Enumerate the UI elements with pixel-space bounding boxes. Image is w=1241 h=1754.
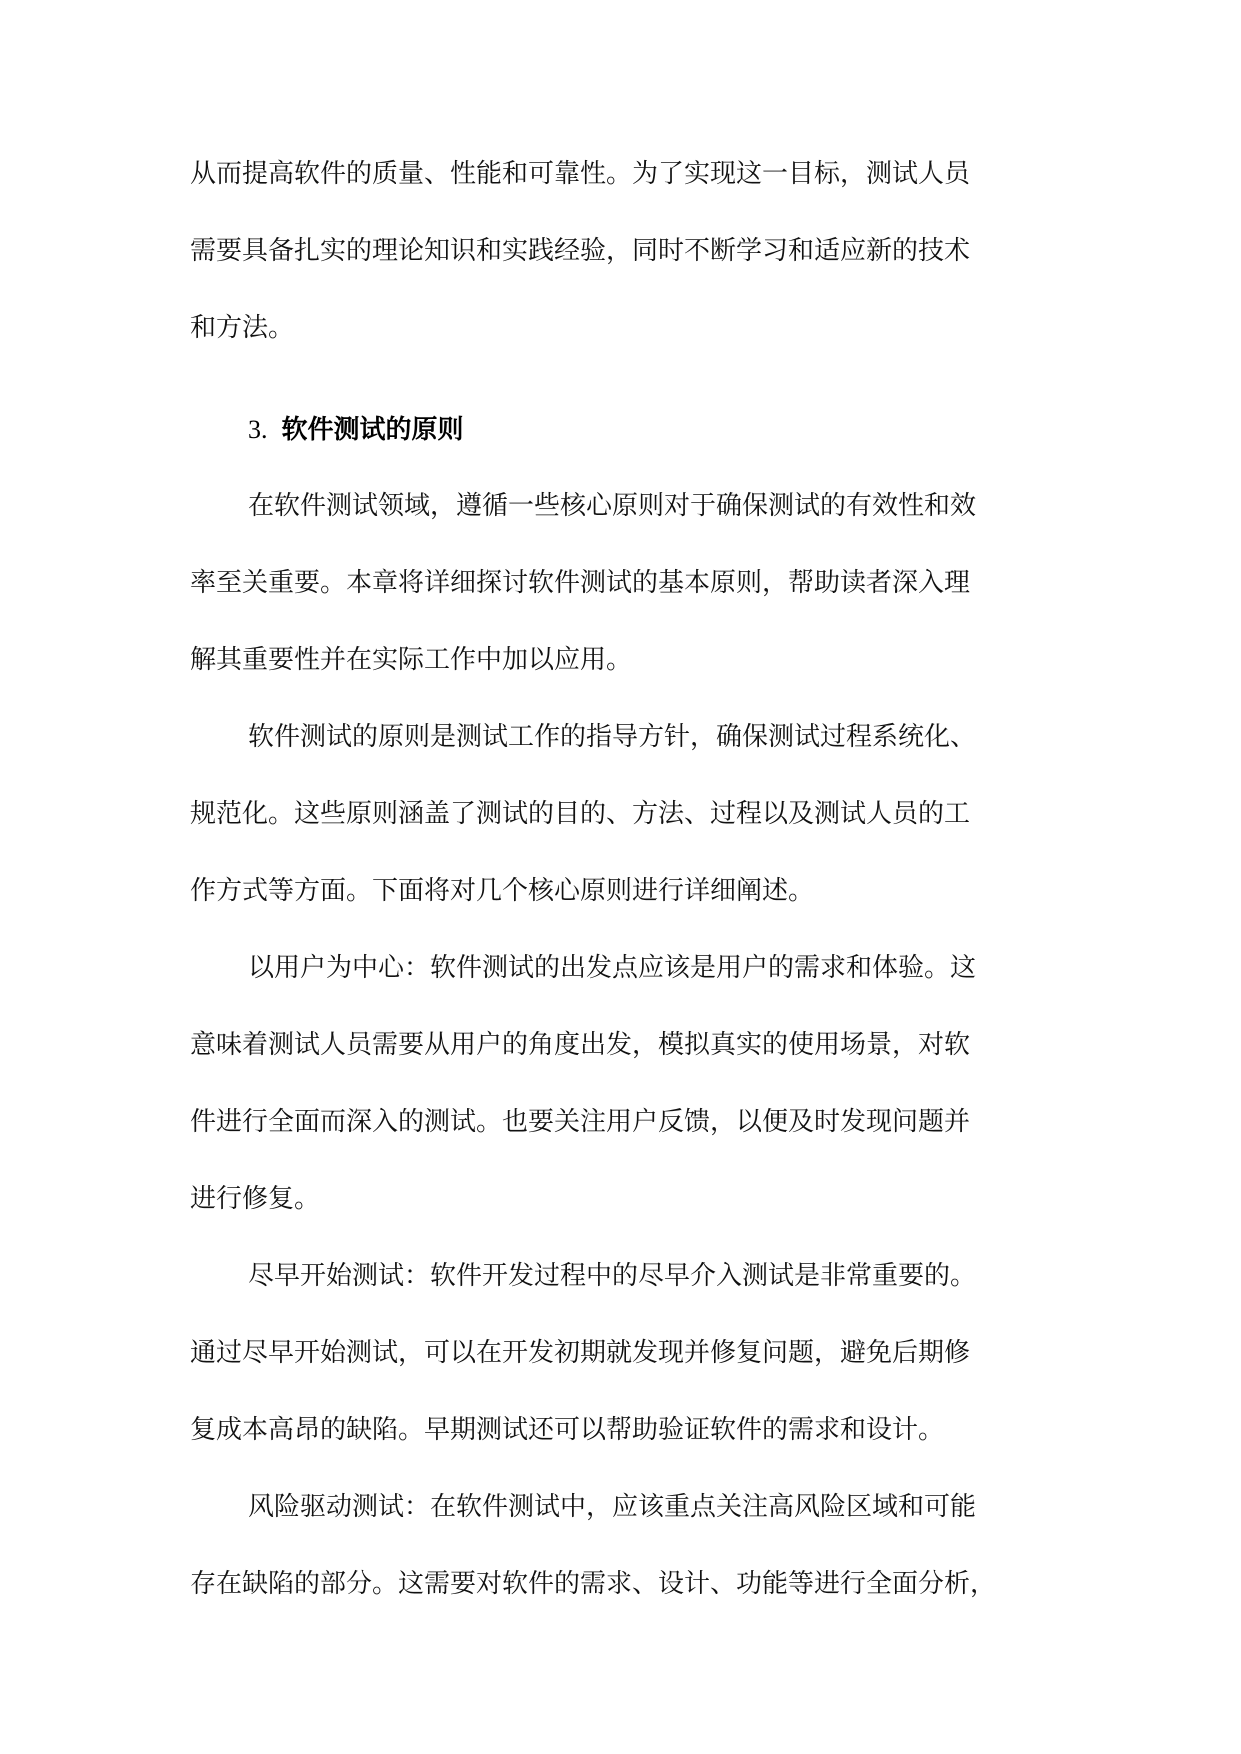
- section-title: 软件测试的原则: [281, 415, 464, 445]
- paragraph-2-line-2: 规范化。这些原则涵盖了测试的目的、方法、过程以及测试人员的工: [190, 799, 971, 829]
- paragraph-1-line-1: 在软件测试领域，遵循一些核心原则对于确保测试的有效性和效: [248, 491, 977, 521]
- intro-line-2: 需要具备扎实的理论知识和实践经验，同时不断学习和适应新的技术: [190, 236, 971, 266]
- paragraph-3-line-3: 件进行全面而深入的测试。也要关注用户反馈，以便及时发现问题并: [190, 1107, 971, 1137]
- paragraph-5-line-2: 存在缺陷的部分。这需要对软件的需求、设计、功能等进行全面分析，: [190, 1569, 997, 1599]
- paragraph-3-line-4: 进行修复。: [190, 1184, 321, 1214]
- paragraph-1-line-2: 率至关重要。本章将详细探讨软件测试的基本原则，帮助读者深入理: [190, 568, 971, 598]
- paragraph-4-line-2: 通过尽早开始测试，可以在开发初期就发现并修复问题，避免后期修: [190, 1338, 971, 1368]
- paragraph-1-line-3: 解其重要性并在实际工作中加以应用。: [190, 645, 633, 675]
- paragraph-3-line-2: 意味着测试人员需要从用户的角度出发，模拟真实的使用场景，对软: [190, 1030, 971, 1060]
- section-heading: [248, 410, 464, 450]
- intro-line-3: 和方法。: [190, 313, 295, 343]
- paragraph-4-line-3: 复成本高昂的缺陷。早期测试还可以帮助验证软件的需求和设计。: [190, 1415, 945, 1445]
- intro-line-1: 从而提高软件的质量、性能和可靠性。为了实现这一目标，测试人员: [190, 159, 971, 189]
- paragraph-2-line-1: 软件测试的原则是测试工作的指导方针，确保测试过程系统化、: [248, 722, 977, 752]
- paragraph-2-line-3: 作方式等方面。下面将对几个核心原则进行详细阐述。: [190, 876, 815, 906]
- paragraph-4-line-1: 尽早开始测试：软件开发过程中的尽早介入测试是非常重要的。: [248, 1261, 977, 1291]
- section-number: 3.: [248, 415, 268, 444]
- paragraph-5-line-1: 风险驱动测试：在软件测试中，应该重点关注高风险区域和可能: [248, 1492, 977, 1522]
- paragraph-3-line-1: 以用户为中心：软件测试的出发点应该是用户的需求和体验。这: [248, 953, 977, 983]
